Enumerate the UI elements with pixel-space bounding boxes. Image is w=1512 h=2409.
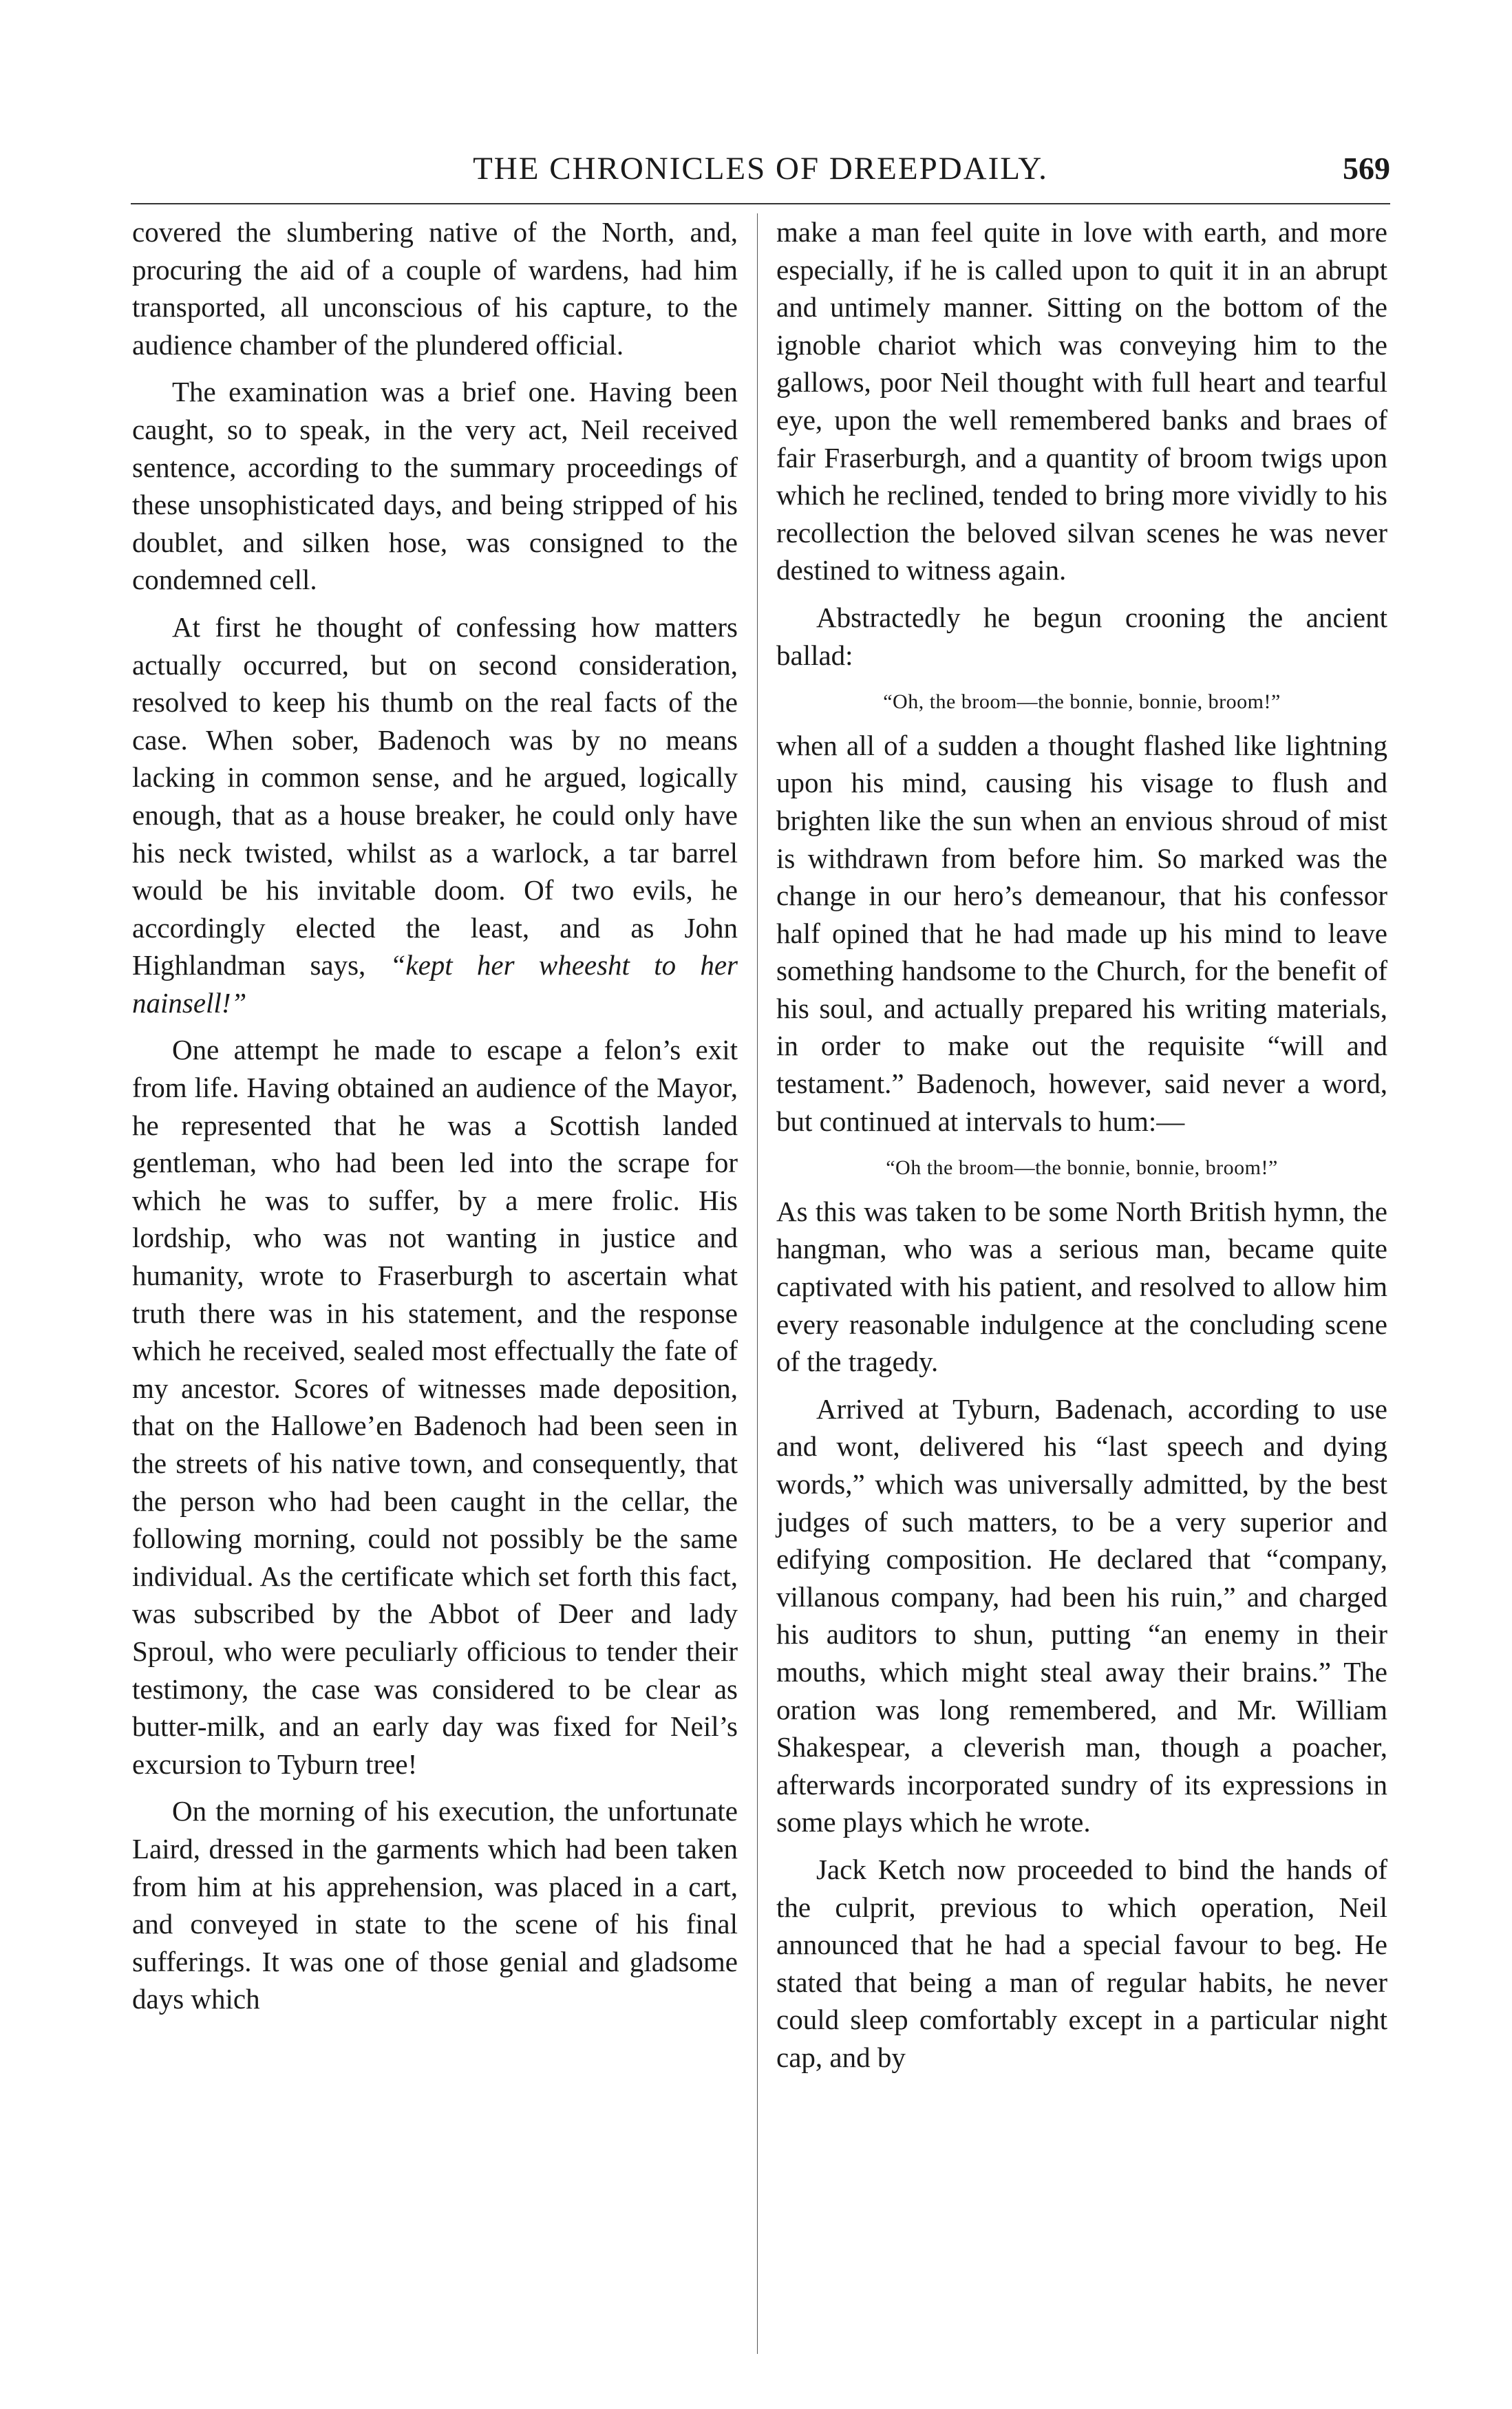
paragraph: One attempt he made to escape a felon’s exit from life. Having obtained an audience of the Mayor, he represented that he was a Scottish landed gentleman, who had been led into the scrape for which he was to suffer, by a mere frolic. His lordship, who was not wanting in justice and humanity, wrote to Fraserburgh to ascertain what truth there was in his statement, and the response which he received, sealed most effectually the fate of my ancestor. Scores of witnesses made deposition, that on the Hallowe’en Badenoch had been seen in the streets of his native town, and consequently, that the person who had been caught in the cellar, the following morning, could not possibly be the same individual. As the certificate which set forth this fact, was subscribed by the Abbot of Deer and lady Sproul, who were peculiarly officious to tender their testimony, the case was considered to be clear as butter-milk, and an early day was fixed for Neil’s excursion to Tyburn tree! bbox=[132, 1034, 738, 1780]
ballad-verse: “Oh the broom—the bonnie, bonnie, broom!” bbox=[886, 1156, 1278, 1180]
paragraph: make a man feel quite in love with earth, and more especially, if he is called upon to quit it in an abrupt and untimely manner. Sitting on the bottom of the ignoble chariot which was conveying him to the gallows, poor Neil thought with full heart and tearful eye, upon the well remembered banks and braes of fair Fraserburgh, and a quantity of broom twigs upon which he reclined, tended to bring more vividly to his recollection the beloved silvan scenes he was never destined to witness again. bbox=[776, 216, 1387, 586]
page-number: 569 bbox=[1343, 151, 1390, 186]
right-column bbox=[776, 213, 1387, 2086]
left-column bbox=[132, 213, 738, 2028]
paragraph-text: At first he thought of confessing how matters actually occurred, but on second consideration, resolved to keep his thumb on the real facts of the case. When sober, Badenoch was by no means lacking in common sense, and he argued, logically enough, that as a house breaker, he could only have his neck twisted, whilst as a warlock, a tar barrel would be his invitable doom. Of two evils, he accordingly elected the least, and as John Highlandman says, bbox=[132, 611, 738, 981]
column-divider bbox=[757, 213, 758, 2354]
paragraph: when all of a sudden a thought flashed like lightning upon his mind, causing his visage to flush and brighten like the sun when an envious shroud of mist is withdrawn from before him. So marked was the change in our hero’s demeanour, that his confessor half opined that he had made up his mind to leave something handsome to the Church, for the benefit of his soul, and actually prepared his writing materials, in order to make out the requisite “will and testament.” Badenoch, however, said never a word, but continued at intervals to hum:— bbox=[776, 729, 1387, 1137]
header-rule bbox=[131, 203, 1390, 204]
paragraph: Arrived at Tyburn, Badenach, according to use and wont, delivered his “last speech and dying words,” which was universally admitted, by the best judges of such matters, to be a very superior and edifying composition. He declared that “company, villanous company, had been his ruin,” and charged his auditors to shun, putting “an enemy in their mouths, which might steal away their brains.” The oration was long remembered, and Mr. William Shakespear, a cleverish man, though a poacher, afterwards incorporated sundry of its expressions in some plays which he wrote. bbox=[776, 1392, 1387, 1838]
running-head bbox=[131, 150, 1390, 191]
page-title: THE CHRONICLES OF DREEPDAILY. bbox=[473, 151, 1048, 187]
paragraph: As this was taken to be some North British hymn, the hangman, who was a serious man, became quite captivated with his patient, and resolved to allow him every reasonable indulgence at the concluding scene of the tragedy. bbox=[776, 1195, 1387, 1378]
paragraph: On the morning of his execution, the unfortunate Laird, dressed in the garments which had been taken from him at his apprehension, was placed in a cart, and conveyed in state to the scene of his final sufferings. It was one of those genial and gladsome days which bbox=[132, 1795, 738, 2015]
paragraph: Jack Ketch now proceeded to bind the hands of the culprit, previous to which operation, Neil announced that he had a special favour to beg. He stated that being a man of regular habits, he never could sleep comfortably except in a particular night cap, and by bbox=[776, 1853, 1387, 2073]
paragraph bbox=[132, 608, 738, 1022]
paragraph: The examination was a brief one. Having been caught, so to speak, in the very act, Neil received sentence, according to the summary proceedings of these unsophisticated days, and being stripped of his doublet, and silken hose, was consigned to the condemned cell. bbox=[132, 376, 738, 596]
paragraph: covered the slumbering native of the North, and, procuring the aid of a couple of wardens, had him transported, all unconscious of his capture, to the audience chamber of the plundered official. bbox=[132, 216, 738, 361]
ballad-verse: “Oh, the broom—the bonnie, bonnie, broom!” bbox=[883, 690, 1281, 714]
dialect-quote: “kept her wheesht to her nainsell!” bbox=[132, 949, 738, 1019]
paragraph: Abstractedly he begun crooning the ancient ballad: bbox=[776, 601, 1387, 671]
